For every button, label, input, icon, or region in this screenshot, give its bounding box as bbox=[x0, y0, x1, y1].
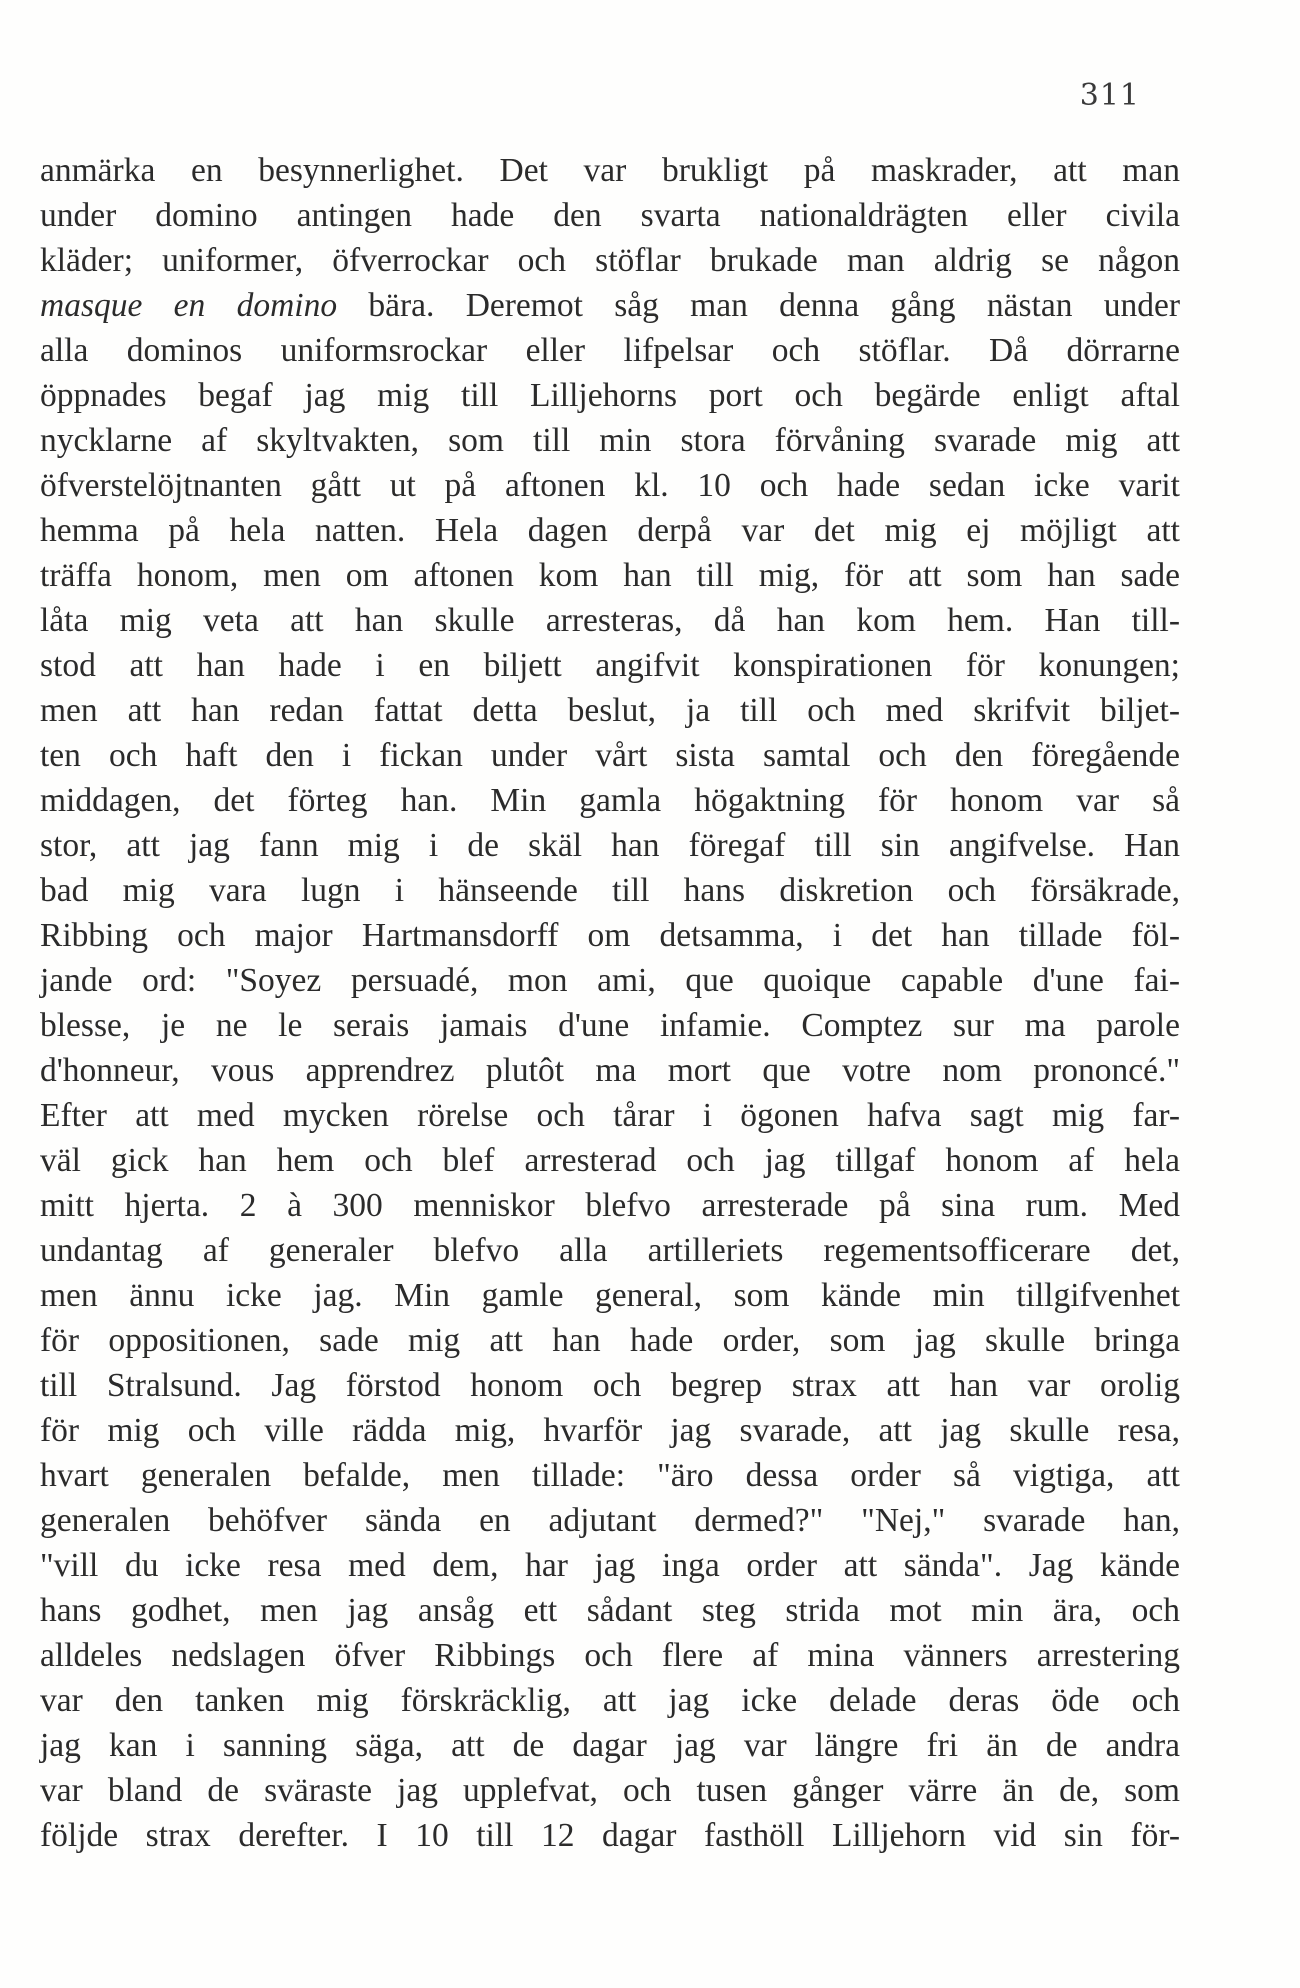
text-line-6: öppnades begaf jag mig till Lilljehorns port och begärde enligt aftal bbox=[40, 377, 1180, 414]
text-line-2: under domino antingen hade den svarta nationaldrägten eller civila bbox=[40, 197, 1180, 234]
text-line-5: alla dominos uniformsrockar eller lifpelsar och stöflar. Då dörrarne bbox=[40, 332, 1180, 369]
text-line-11: låta mig veta att han skulle arresteras, då han kom hem. Han till- bbox=[40, 602, 1180, 639]
text-line-38: följde strax derefter. I 10 till 12 dagar fasthöll Lilljehorn vid sin för- bbox=[40, 1817, 1180, 1854]
text-line-1: anmärka en besynnerlighet. Det var brukligt på maskrader, att man bbox=[40, 152, 1180, 189]
text-line-24: mitt hjerta. 2 à 300 menniskor blefvo arresterade på sina rum. Med bbox=[40, 1187, 1180, 1224]
text-line-4-rest: bära. Deremot såg man denna gång nästan under bbox=[337, 287, 1181, 324]
text-line-3: kläder; uniformer, öfverrockar och stöflar brukade man aldrig se någon bbox=[40, 242, 1180, 279]
text-line-14: ten och haft den i fickan under vårt sista samtal och den föregående bbox=[40, 737, 1180, 774]
text-line-22: Efter att med mycken rörelse och tårar i ögonen hafva sagt mig far- bbox=[40, 1097, 1180, 1134]
page-number: 311 bbox=[1079, 78, 1140, 113]
text-line-19: jande ord: "Soyez persuadé, mon ami, que quoique capable d'une fai- bbox=[40, 962, 1180, 999]
text-line-18: Ribbing och major Hartmansdorff om detsamma, i det han tillade föl- bbox=[40, 917, 1180, 954]
text-line-9: hemma på hela natten. Hela dagen derpå var det mig ej möjligt att bbox=[40, 512, 1180, 549]
text-line-36: jag kan i sanning säga, att de dagar jag var längre fri än de andra bbox=[40, 1727, 1180, 1764]
text-line-29: för mig och ville rädda mig, hvarför jag svarade, att jag skulle resa, bbox=[40, 1412, 1180, 1449]
text-line-12: stod att han hade i en biljett angifvit konspirationen för konungen; bbox=[40, 647, 1180, 684]
text-line-27: för oppositionen, sade mig att han hade order, som jag skulle bringa bbox=[40, 1322, 1180, 1359]
text-line-32: "vill du icke resa med dem, har jag inga order att sända". Jag kände bbox=[40, 1547, 1180, 1584]
text-line-28: till Stralsund. Jag förstod honom och begrep strax att han var orolig bbox=[40, 1367, 1180, 1404]
text-line-16: stor, att jag fann mig i de skäl han föregaf till sin angifvelse. Han bbox=[40, 827, 1180, 864]
text-line-21: d'honneur, vous apprendrez plutôt ma mort que votre nom prononcé." bbox=[40, 1052, 1180, 1089]
italic-phrase: masque en domino bbox=[40, 287, 338, 324]
text-line-25: undantag af generaler blefvo alla artilleriets regementsofficerare det, bbox=[40, 1232, 1180, 1269]
text-line-10: träffa honom, men om aftonen kom han till mig, för att som han sade bbox=[40, 557, 1180, 594]
text-line-33: hans godhet, men jag ansåg ett sådant steg strida mot min ära, och bbox=[40, 1592, 1180, 1629]
text-line-35: var den tanken mig förskräcklig, att jag icke delade deras öde och bbox=[40, 1682, 1180, 1719]
body-text bbox=[40, 148, 1180, 1858]
text-line-31: generalen behöfver sända en adjutant dermed?" "Nej," svarade han, bbox=[40, 1502, 1180, 1539]
text-line-26: men ännu icke jag. Min gamle general, som kände min tillgifvenhet bbox=[40, 1277, 1180, 1314]
text-line-20: blesse, je ne le serais jamais d'une infamie. Comptez sur ma parole bbox=[40, 1007, 1180, 1044]
text-line-7: nycklarne af skyltvakten, som till min stora förvåning svarade mig att bbox=[40, 422, 1180, 459]
text-line-23: väl gick han hem och blef arresterad och jag tillgaf honom af hela bbox=[40, 1142, 1180, 1179]
text-line-4 bbox=[40, 283, 1180, 328]
text-line-8: öfverstelöjtnanten gått ut på aftonen kl. 10 och hade sedan icke varit bbox=[40, 467, 1180, 504]
text-line-37: var bland de sväraste jag upplefvat, och tusen gånger värre än de, som bbox=[40, 1772, 1180, 1809]
text-line-30: hvart generalen befalde, men tillade: "äro dessa order så vigtiga, att bbox=[40, 1457, 1180, 1494]
text-line-15: middagen, det förteg han. Min gamla högaktning för honom var så bbox=[40, 782, 1180, 819]
text-line-17: bad mig vara lugn i hänseende till hans diskretion och försäkrade, bbox=[40, 872, 1180, 909]
text-line-13: men att han redan fattat detta beslut, ja till och med skrifvit biljet- bbox=[40, 692, 1180, 729]
text-line-34: alldeles nedslagen öfver Ribbings och flere af mina vänners arrestering bbox=[40, 1637, 1180, 1674]
